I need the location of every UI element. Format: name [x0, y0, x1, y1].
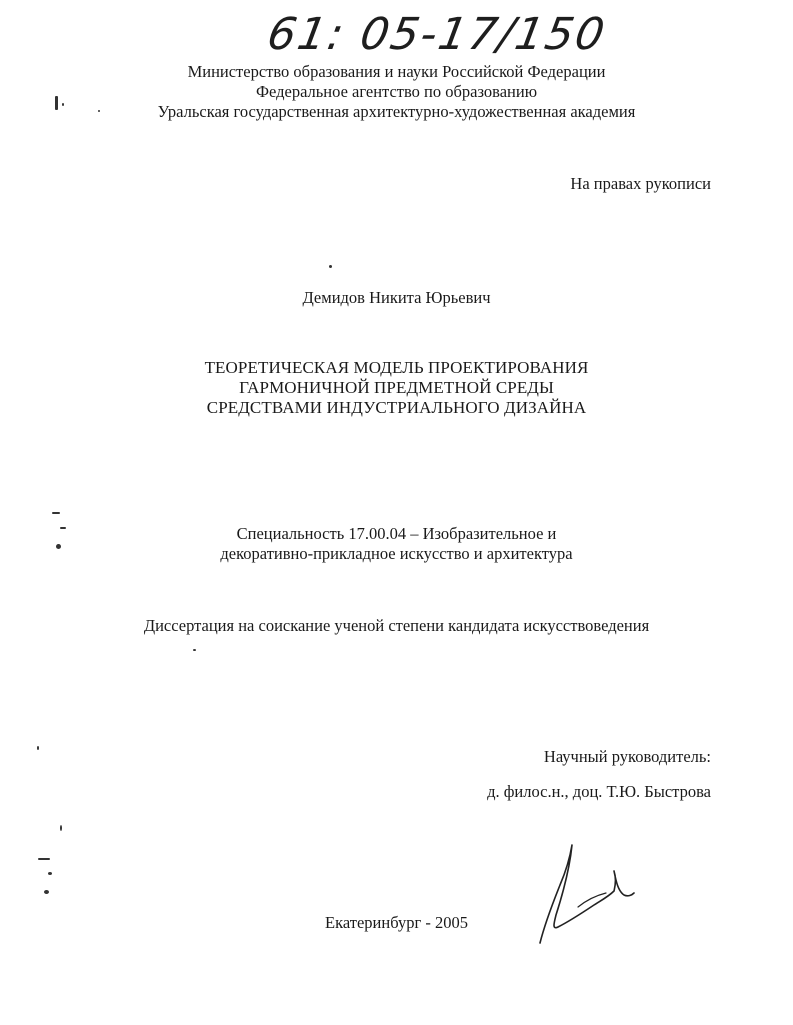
supervisor-label: Научный руководитель:: [543, 747, 711, 766]
supervisor-name: д. филос.н., доц. Т.Ю. Быстрова: [487, 782, 711, 801]
title-line-1: ТЕОРЕТИЧЕСКАЯ МОДЕЛЬ ПРОЕКТИРОВАНИЯ: [204, 358, 589, 377]
archive-stamp-handwritten: 61: 05-17/150: [263, 9, 611, 60]
city-year: Екатеринбург - 2005: [325, 913, 468, 932]
academy-line: Уральская государственная архитектурно-художественная академия: [157, 102, 636, 121]
scan-mark: [60, 527, 66, 529]
scan-mark: [62, 103, 64, 106]
agency-line: Федеральное агентство по образованию: [255, 82, 538, 101]
scan-mark: [48, 872, 52, 875]
scan-mark: [37, 746, 39, 750]
specialty-line-2: декоративно-прикладное искусство и архитектура: [220, 544, 573, 563]
dissertation-line: Диссертация на соискание ученой степени кандидата искусствоведения: [143, 616, 650, 635]
scan-mark: [193, 649, 196, 651]
author-name: Демидов Никита Юрьевич: [302, 288, 491, 307]
scan-mark: [329, 265, 332, 268]
scan-mark: [55, 96, 58, 110]
rights-note: На правах рукописи: [570, 174, 711, 193]
signature-icon: [530, 835, 640, 950]
ministry-line: Министерство образования и науки Российской Федерации: [187, 62, 606, 81]
title-line-3: СРЕДСТВАМИ ИНДУСТРИАЛЬНОГО ДИЗАЙНА: [206, 398, 587, 417]
scan-mark: [38, 858, 50, 860]
scan-mark: [98, 110, 100, 112]
scan-mark: [44, 890, 49, 894]
scan-mark: [52, 512, 60, 514]
scan-mark: [56, 544, 61, 549]
title-line-2: ГАРМОНИЧНОЙ ПРЕДМЕТНОЙ СРЕДЫ: [239, 378, 554, 397]
specialty-line-1: Специальность 17.00.04 – Изобразительное и: [236, 524, 557, 543]
scan-mark: [60, 825, 62, 831]
